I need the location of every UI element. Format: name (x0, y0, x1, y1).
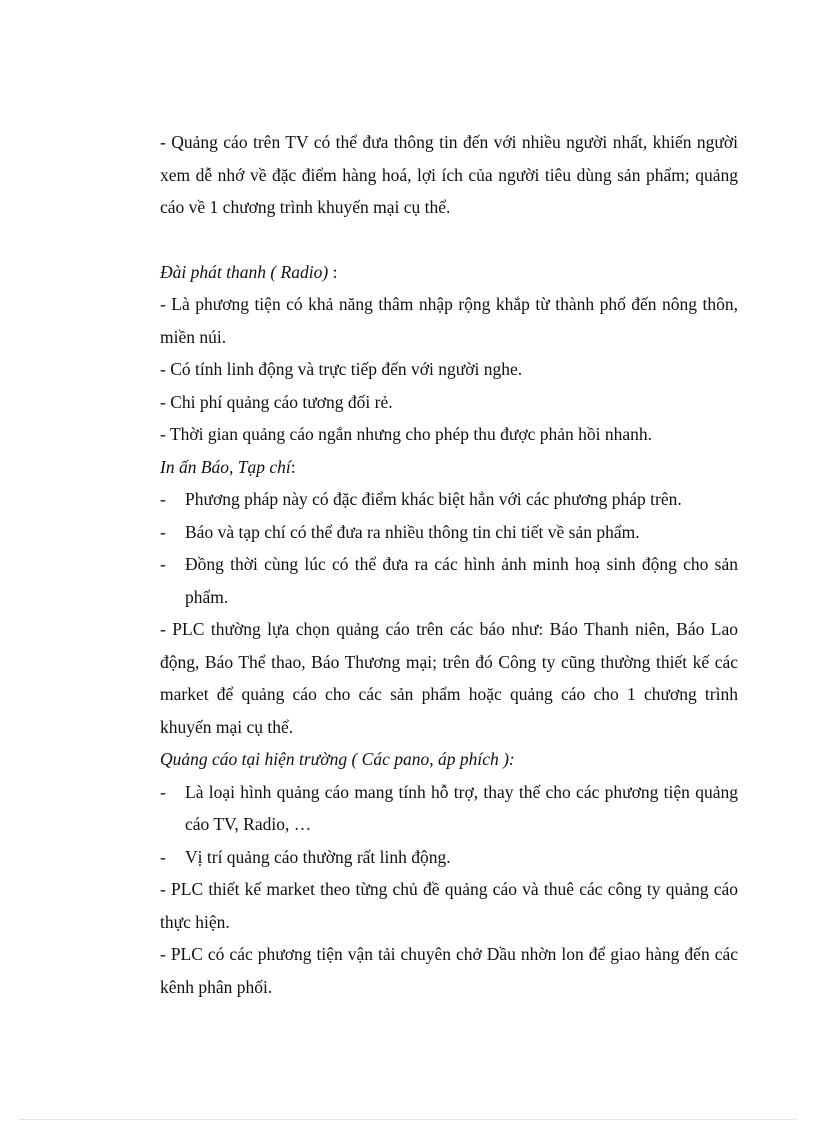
print-heading: In ấn Báo, Tạp chí (160, 456, 291, 477)
dash-marker: - (160, 846, 166, 867)
print-item-text: Đồng thời cùng lúc có thể đưa ra các hình ảnh minh hoạ sinh động cho sản phẩm. (185, 554, 738, 607)
print-list-item (160, 483, 738, 516)
field-list-item (160, 841, 738, 874)
tv-paragraph: - Quảng cáo trên TV có thể đưa thông tin đến với nhiều người nhất, khiến người xem dễ nhớ về đặc điểm hàng hoá, lợi ích của người tiêu dùng sản phẩm; quảng cáo về 1 chương trình khuyến mại cụ thể. (160, 132, 738, 217)
page-footer-divider (20, 1119, 796, 1120)
print-item-text: Phương pháp này có đặc điểm khác biệt hẳn với các phương pháp trên. (185, 489, 682, 509)
field-item-text: Vị trí quảng cáo thường rất linh động. (185, 846, 451, 867)
print-heading-line (160, 451, 738, 484)
radio-line: - Là phương tiện có khả năng thâm nhập rộng khắp từ thành phố đến nông thôn, miền núi. (160, 294, 738, 347)
radio-heading: Đài phát thanh ( Radio) (160, 261, 329, 282)
document-page (160, 126, 738, 1003)
field-plc-design-paragraph: - PLC thiết kế market theo từng chủ đề quảng cáo và thuê các công ty quảng cáo thực hiện. (160, 879, 738, 932)
radio-line: - Có tính linh động và trực tiếp đến với người nghe. (160, 359, 523, 379)
print-plc-paragraph: - PLC thường lựa chọn quảng cáo trên các báo như: Báo Thanh niên, Báo Lao động, Báo Thể thao, Báo Thương mại; trên đó Công ty cũng thường thiết kế các market để quảng cáo cho các sản phẩm hoặc quảng cáo cho 1 chương trình khuyến mại cụ thể. (160, 619, 738, 737)
radio-line: - Chi phí quảng cáo tương đối rẻ. (160, 391, 393, 412)
radio-line: - Thời gian quảng cáo ngắn nhưng cho phép thu được phản hồi nhanh. (160, 424, 653, 444)
field-plc-transport-paragraph: - PLC có các phương tiện vận tải chuyên chở Dầu nhờn lon để giao hàng đến các kênh phân phối. (160, 944, 738, 997)
radio-heading-suffix: : (328, 261, 338, 282)
print-item-text: Báo và tạp chí có thể đưa ra nhiều thông tin chi tiết về sản phẩm. (185, 521, 640, 542)
field-heading: Quảng cáo tại hiện trường ( Các pano, áp phích ): (160, 749, 515, 769)
print-list-item (160, 548, 738, 613)
field-list-item (160, 776, 738, 841)
print-list-item (160, 516, 738, 549)
dash-marker: - (160, 521, 166, 542)
field-item-text: Là loại hình quảng cáo mang tính hỗ trợ, thay thế cho các phương tiện quảng cáo TV, Radio, … (185, 781, 738, 834)
dash-marker: - (160, 489, 166, 509)
dash-marker: - (160, 781, 166, 802)
spacer (160, 224, 738, 256)
dash-marker: - (160, 554, 166, 574)
radio-heading-line (160, 256, 738, 289)
print-heading-suffix: : (290, 456, 296, 477)
